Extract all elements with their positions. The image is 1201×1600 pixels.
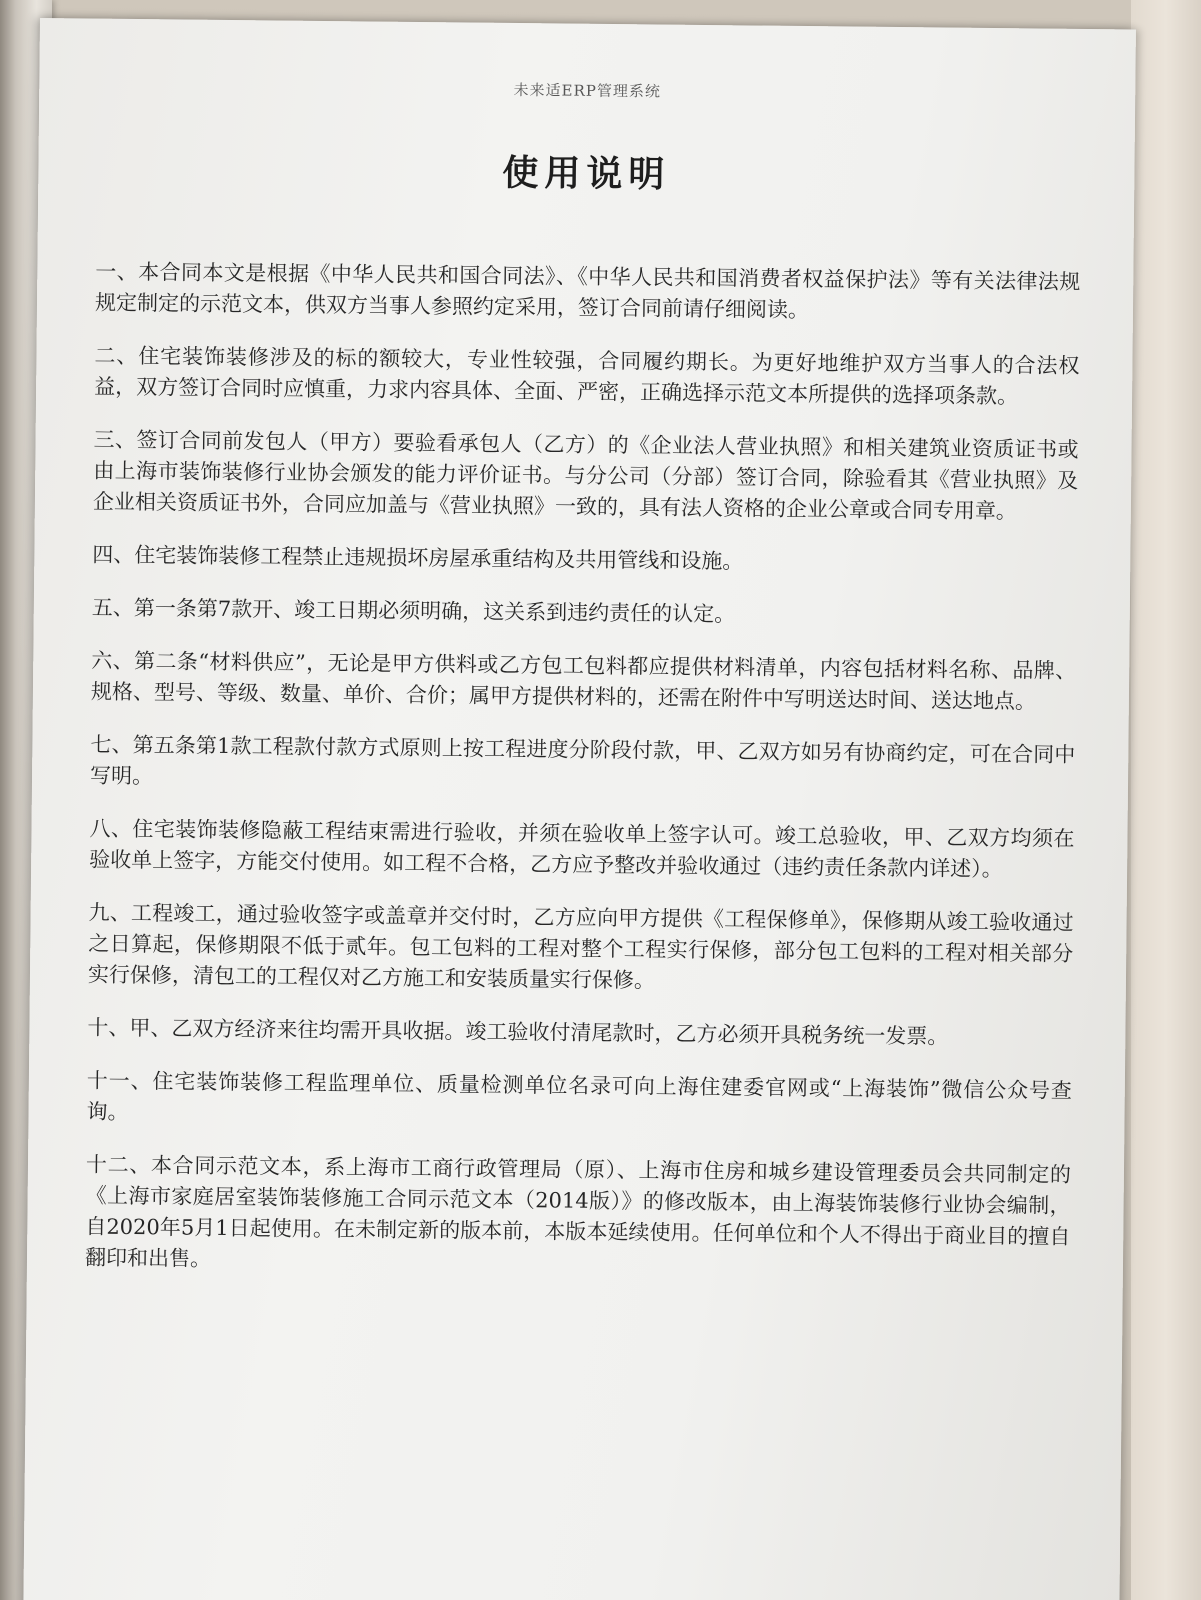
paragraph-11: 十一、住宅装饰装修工程监理单位、质量检测单位名录可向上海住建委官网或“上海装饰”微信公众号查询。 — [86, 1068, 1072, 1124]
paragraph-9: 九、工程竣工，通过验收签字或盖章并交付时，乙方应向甲方提供《工程保修单》，保修期从竣工验收通过之日算起，保修期限不低于贰年。包工包料的工程对整个工程实行保修，部分包工包料的工程对相关部分实行保修，清包工的工程仅对乙方施工和安装质量实行保修。 — [87, 900, 1074, 993]
page-title: 使用说明 — [502, 151, 671, 196]
paragraph-3: 三、签订合同前发包人（甲方）要验看承包人（乙方）的《企业法人营业执照》和相关建筑业资质证书或由上海市装饰装修行业协会颁发的能力评价证书。与分公司（分部）签订合同，除验看其《营业执照》及企业相关资质证书外，合同应加盖与《营业执照》一致的，具有法人资格的企业公章或合同专用章。 — [92, 427, 1079, 524]
document-page — [23, 18, 1136, 1600]
paragraph-12: 十二、本合同示范文本，系上海市工商行政管理局（原）、上海市住房和城乡建设管理委员会共同制定的《上海市家庭居室装饰装修施工合同示范文本（2014版）》的修改版本，由上海装饰装修行业协会编制，自2020年5月1日起使用。在未制定新的版本前，本版本延续使用。任何单位和个人不得出于商业目的擅自翻印和出售。 — [84, 1152, 1072, 1271]
paragraph-10: 十、甲、乙双方经济来往均需开具收据。竣工验收付清尾款时，乙方必须开具税务统一发票。 — [87, 1015, 949, 1049]
paragraph-4: 四、住宅装饰装修工程禁止违规损坏房屋承重结构及共用管线和设施。 — [92, 542, 744, 574]
paragraph-8: 八、住宅装饰装修隐蔽工程结束需进行验收，并须在验收单上签字认可。竣工总验收，甲、乙双方均须在验收单上签字，方能交付使用。如工程不合格，乙方应予整改并验收通过（违约责任条款内详述）。 — [89, 816, 1075, 882]
background-fabric — [1131, 0, 1201, 1600]
paragraph-6: 六、第二条“材料供应”，无论是甲方供料或乙方包工包料都应提供材料清单，内容包括材料名称、品牌、规格、型号、等级、数量、单价、合价；属甲方提供材料的，还需在附件中写明送达时间、送达地点。 — [90, 648, 1077, 714]
paragraph-2: 二、住宅装饰装修涉及的标的额较大，专业性较强，合同履约期长。为更好地维护双方当事人的合法权益，双方签订合同时应慎重，力求内容具体、全面、严密，正确选择示范文本所提供的选择项条款。 — [94, 343, 1080, 409]
paragraph-7: 七、第五条第1款工程款付款方式原则上按工程进度分阶段付款，甲、乙双方如另有协商约定，可在合同中写明。 — [89, 732, 1076, 789]
document-body — [85, 257, 1081, 1306]
paragraph-1: 一、本合同本文是根据《中华人民共和国合同法》、《中华人民共和国消费者权益保护法》等有关法律法规规定制定的示范文本，供双方当事人参照约定采用，签订合同前请仔细阅读。 — [94, 259, 1081, 323]
paragraph-5: 五、第一条第7款开、竣工日期必须明确，这关系到违约责任的认定。 — [91, 595, 736, 627]
page-header: 未来适ERP管理系统 — [513, 80, 662, 101]
